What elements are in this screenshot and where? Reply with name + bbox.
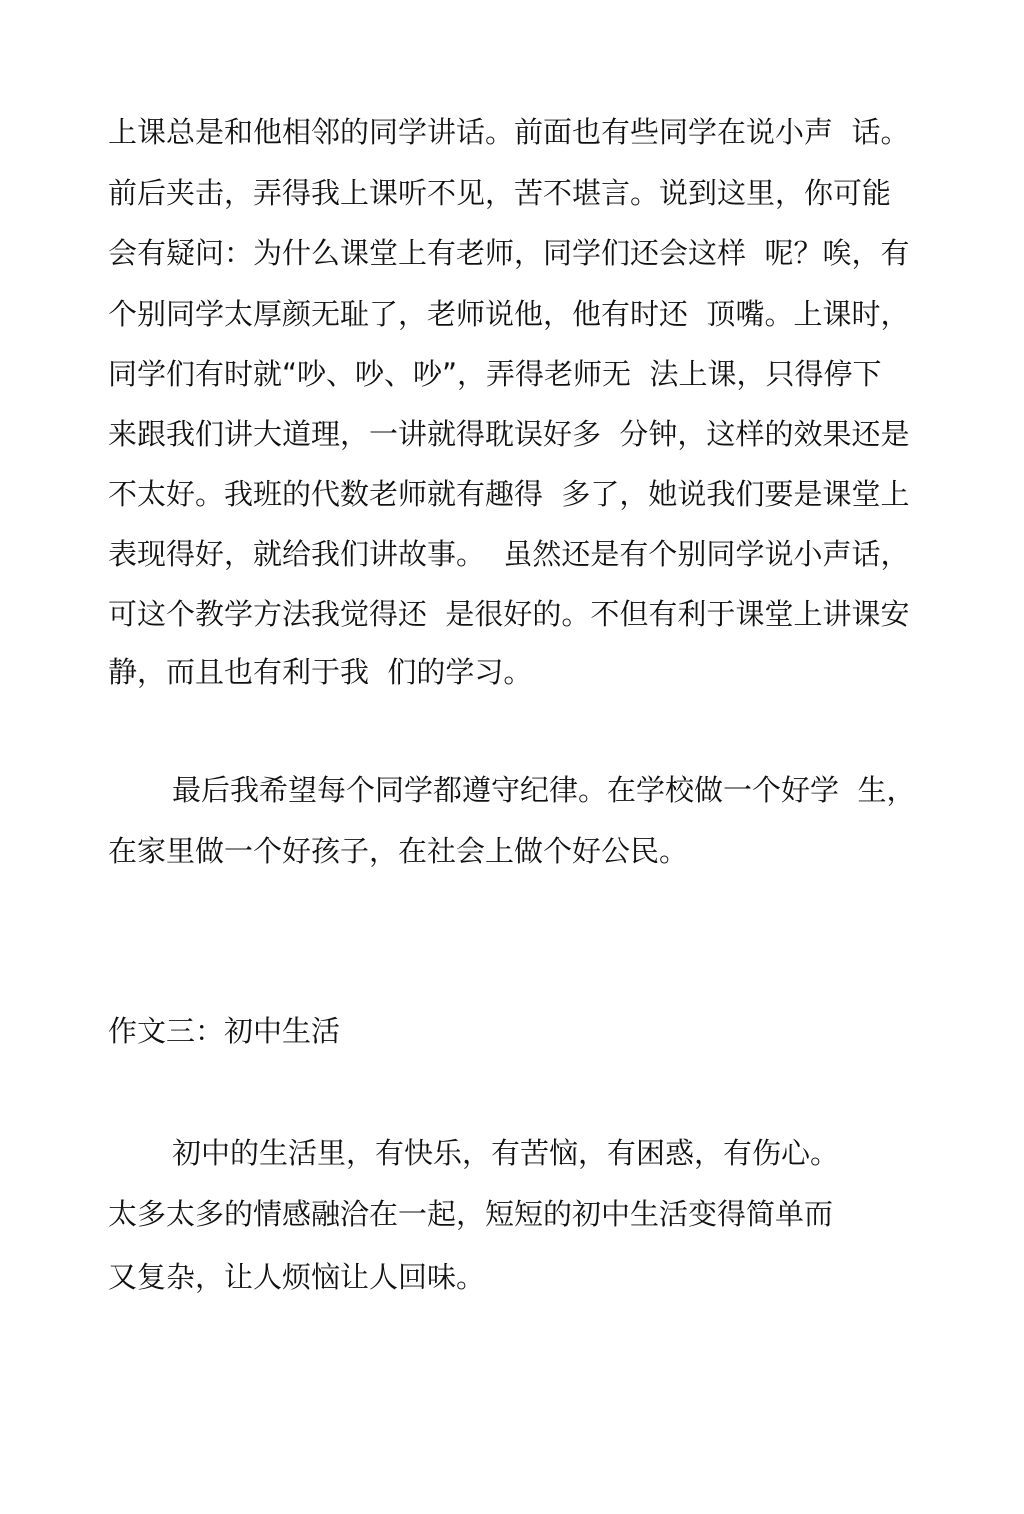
text-line: 在家里做一个好孩子，在社会上做个好公民。 — [108, 834, 689, 868]
text-line: 上课总是和他相邻的同学讲话。前面也有些同学在说小声 话。 — [108, 115, 910, 149]
text-line: 又复杂，让人烦恼让人回味。 — [108, 1260, 486, 1294]
text-line: 不太好。我班的代数老师就有趣得 多了，她说我们要是课堂上 — [108, 477, 910, 511]
text-line: 同学们有时就“吵、吵、吵”，弄得老师无 法上课，只得停下 — [108, 357, 882, 391]
text-line: 表现得好，就给我们讲故事。 虽然还是有个别同学说小声话， — [108, 537, 910, 571]
text-line: 可这个教学方法我觉得还 是很好的。不但有利于课堂上讲课安 — [108, 597, 910, 631]
text-line: 个别同学太厚颜无耻了，老师说他，他有时还 顶嘴。上课时， — [108, 297, 910, 331]
essay-heading: 作文三：初中生活 — [108, 1014, 341, 1048]
text-line: 初中的生活里，有快乐，有苦恼，有困惑，有伤心。 — [172, 1136, 840, 1170]
text-line: 来跟我们讲大道理，一讲就得耽误好多 分钟，这样的效果还是 — [108, 417, 910, 451]
text-line: 静，而且也有利于我 们的学习。 — [108, 655, 533, 689]
text-line: 太多太多的情感融洽在一起，短短的初中生活变得简单而 — [108, 1197, 834, 1231]
text-line: 最后我希望每个同学都遵守纪律。在学校做一个好学 生， — [172, 773, 916, 807]
text-line: 前后夹击，弄得我上课听不见，苦不堪言。说到这里，你可能 — [108, 176, 892, 210]
text-line: 会有疑问：为什么课堂上有老师，同学们还会这样 呢？唉，有 — [108, 236, 910, 270]
